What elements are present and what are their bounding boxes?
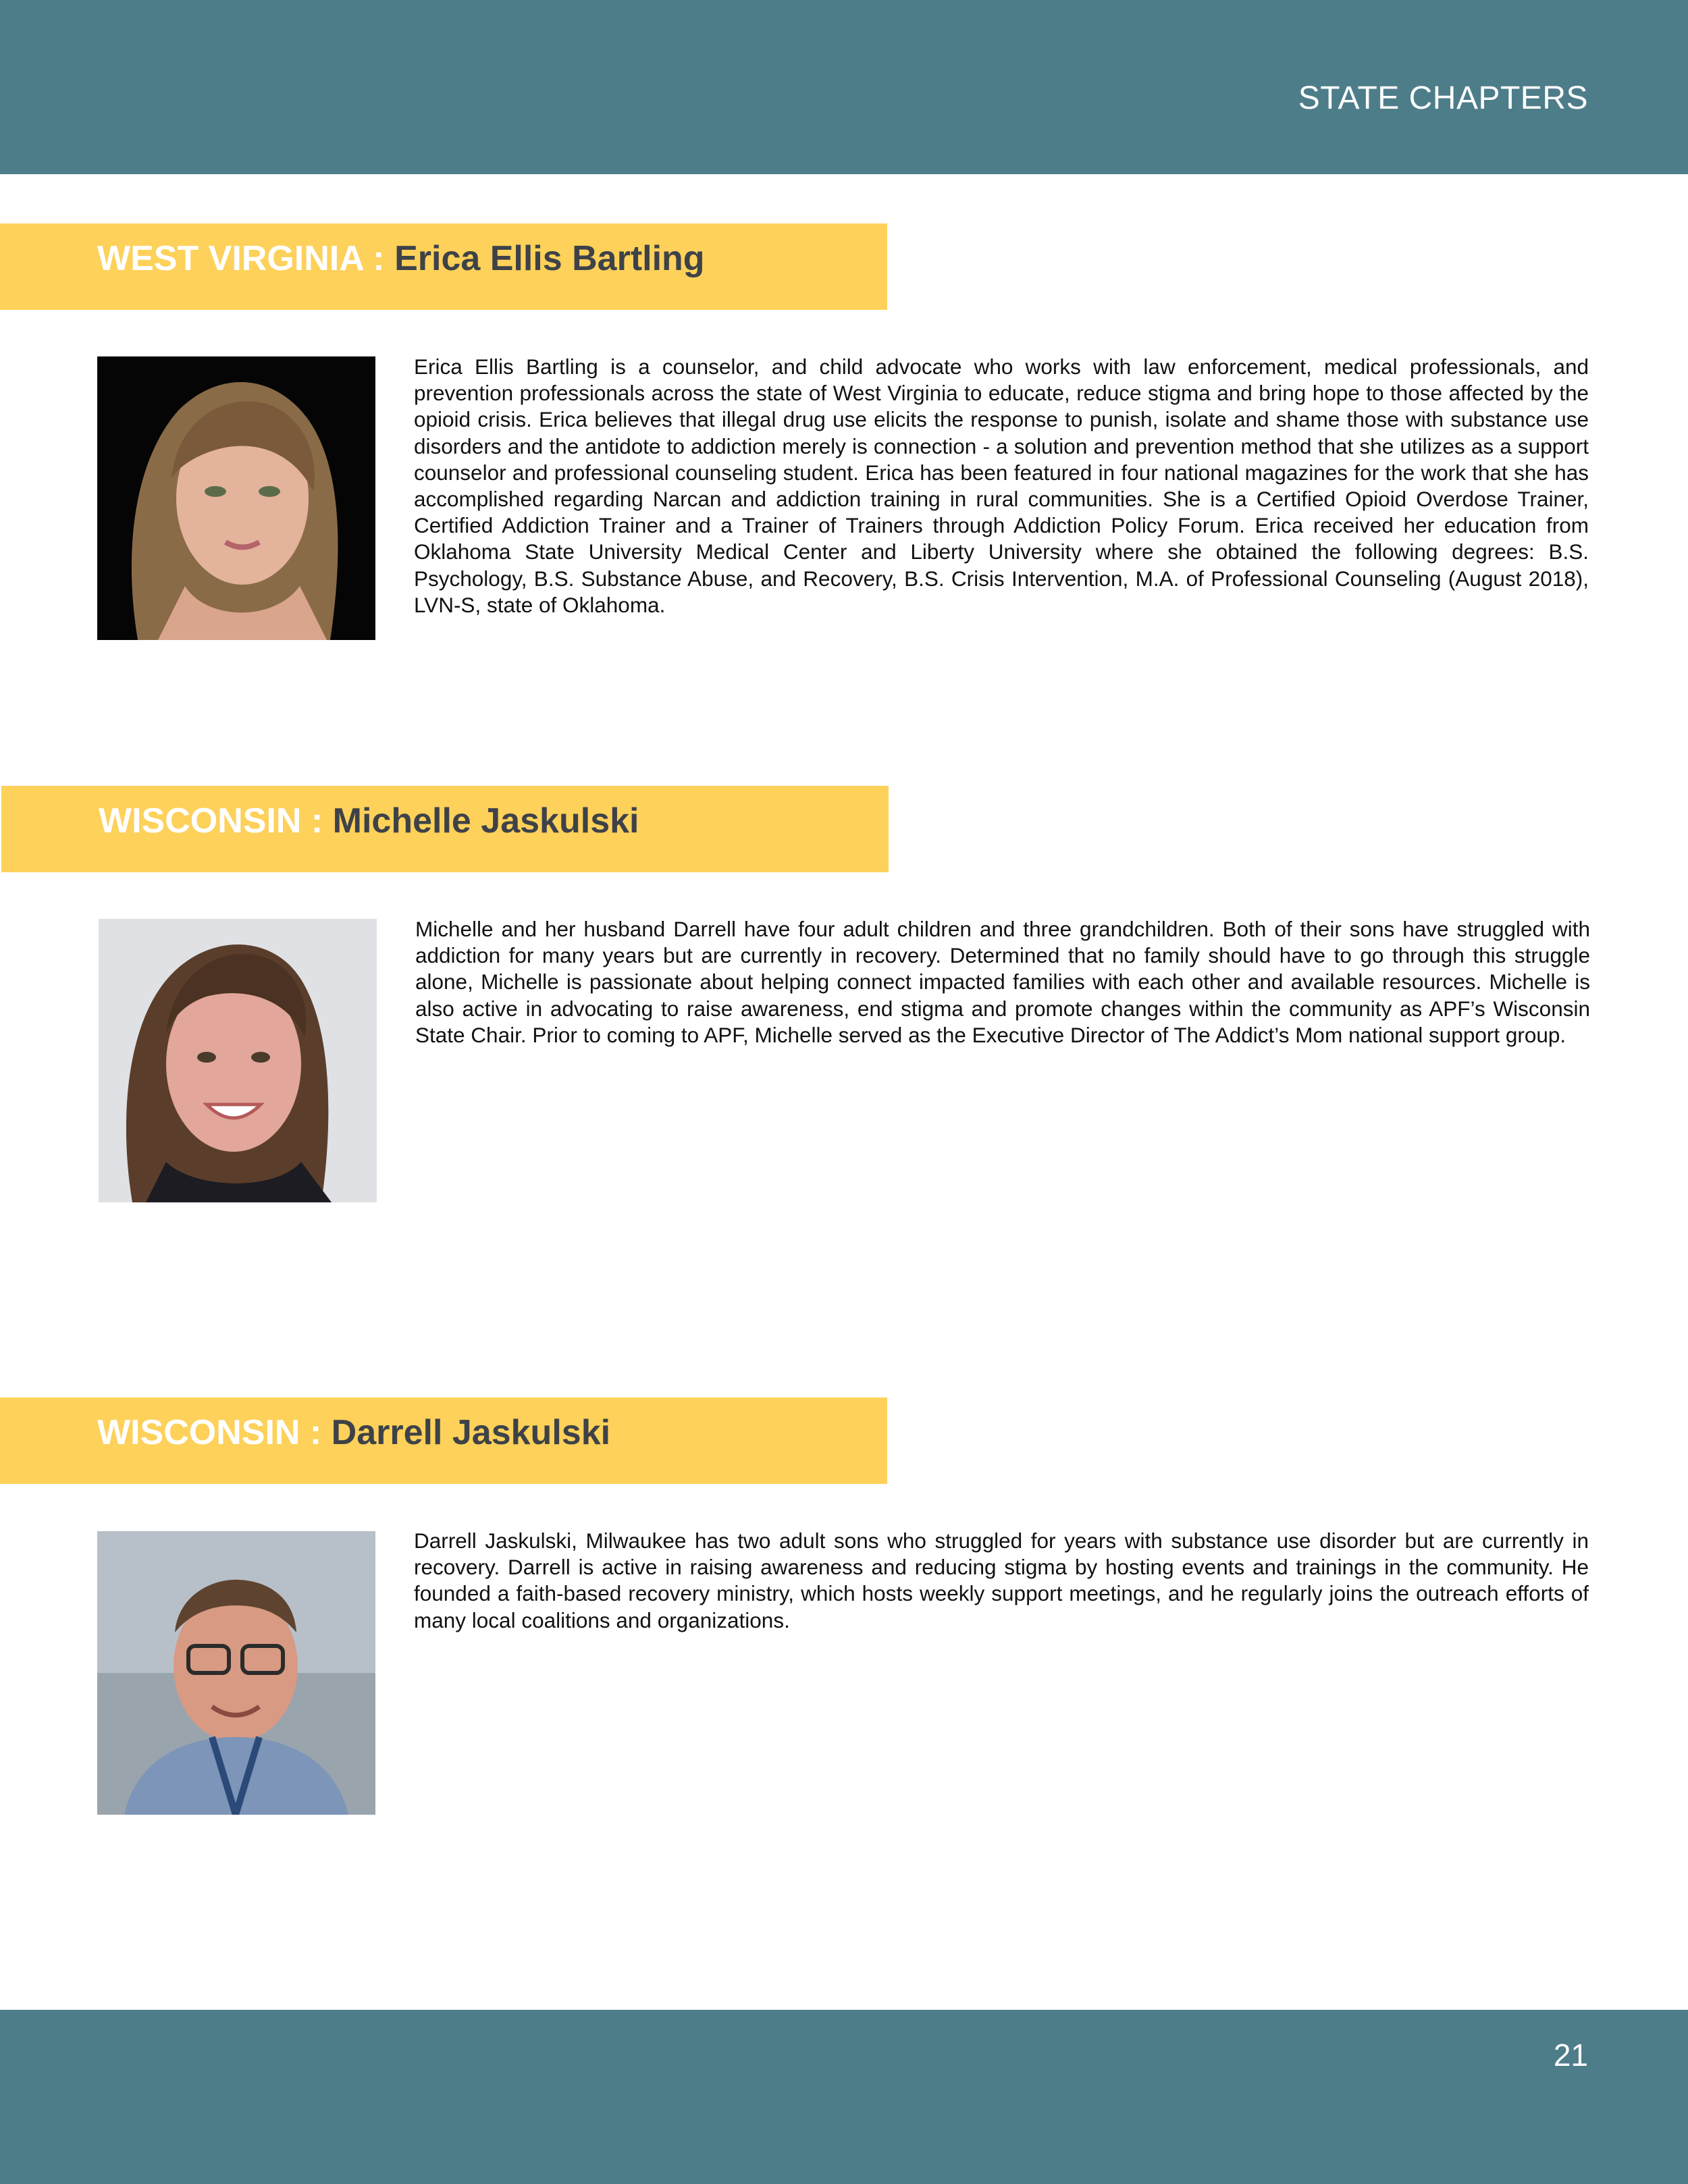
person-name: Darrell Jaskulski bbox=[331, 1413, 611, 1452]
state-label: WISCONSIN : bbox=[99, 801, 333, 841]
profile-banner bbox=[0, 223, 887, 310]
profile-banner bbox=[0, 1397, 887, 1484]
profile-banner bbox=[1, 786, 889, 872]
profile-bio: Michelle and her husband Darrell have four adult children and three grandchildren. Both of their sons have struggled with addiction for many years but are currently in recovery. Determined that no family should have to go through this struggle alone, Michelle is passionate about helping connect impacted families with each other and available resources. Michelle is also active in advocating to raise awareness, end stigma and promote changes within the community as APF’s Wisconsin State Chair. Prior to coming to APF, Michelle served as the Executive Director of The Addict’s Mom national support group. bbox=[415, 917, 1590, 1047]
profile-heading bbox=[97, 1412, 610, 1453]
page-number: 21 bbox=[1553, 2037, 1588, 2073]
profile-heading bbox=[97, 238, 705, 279]
profile-bio: Darrell Jaskulski, Milwaukee has two adult sons who struggled for years with substance use disorder but are currently in recovery. Darrell is active in raising awareness and reducing stigma by hosting events and trainings in the community. He founded a faith-based recovery ministry, which hosts weekly support meetings, and he regularly joins the outreach efforts of many local coalitions and organizations. bbox=[414, 1528, 1589, 1632]
state-label: WISCONSIN : bbox=[97, 1413, 332, 1452]
header-band bbox=[0, 0, 1688, 174]
state-label: WEST VIRGINIA : bbox=[97, 239, 395, 278]
profile-bio: Erica Ellis Bartling is a counselor, and child advocate who works with law enforcement, medical professionals, and prevention professionals across the state of West Virginia to educate, reduce stigma and bring hope to those affected by the opioid crisis. Erica believes that illegal drug use elicits the response to punish, isolate and shame those with substance use disorders and the antidote to addiction merely is connection - a solution and prevention method that she utilizes as a support counselor and professional counseling student. Erica has been featured in four national magazines for the work that she has accomplished regarding Narcan and addiction training in rural communities. She is a Certified Opioid Overdose Trainer, Certified Addiction Trainer and a Trainer of Trainers through Addiction Policy Forum. Erica received her education from Oklahoma State University Medical Center and Liberty University where she obtained the following degrees: B.S. Psychology, B.S. Substance Abuse, and Recovery, B.S. Crisis Intervention, M.A. of Professional Counseling (August 2018), LVN-S, state of Oklahoma. bbox=[414, 354, 1589, 617]
person-name: Erica Ellis Bartling bbox=[394, 239, 705, 278]
person-name: Michelle Jaskulski bbox=[332, 801, 639, 841]
profile-photo bbox=[97, 1531, 375, 1815]
footer-band bbox=[0, 2010, 1688, 2184]
profile-heading bbox=[99, 801, 639, 841]
page-section-title: STATE CHAPTERS bbox=[1298, 80, 1588, 116]
profile-photo bbox=[99, 919, 377, 1202]
profile-photo bbox=[97, 356, 375, 640]
